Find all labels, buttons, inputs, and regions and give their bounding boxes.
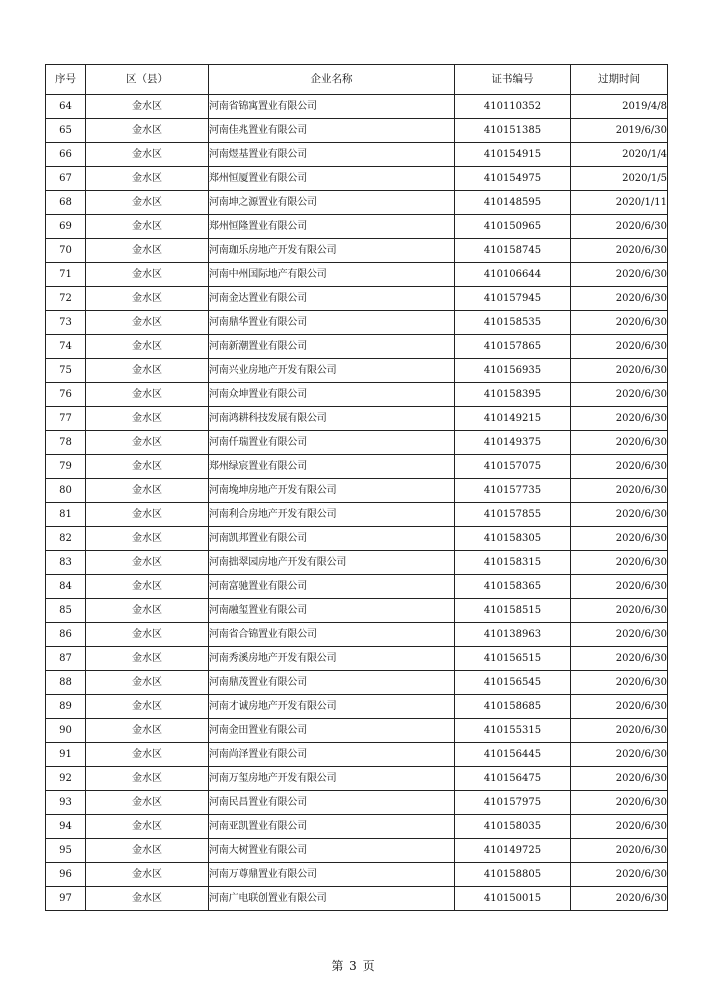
district-cell: 金水区: [86, 479, 209, 503]
district-cell: 金水区: [86, 359, 209, 383]
district-cell: 金水区: [86, 503, 209, 527]
table-row: [46, 671, 668, 695]
certificate-number-cell: 410138963: [455, 623, 571, 647]
serial-cell: 73: [46, 311, 86, 335]
company-name-cell: 河南万尊鼎置业有限公司: [209, 863, 455, 887]
table-row: [46, 791, 668, 815]
serial-cell: 75: [46, 359, 86, 383]
certificate-number-cell: 410110352: [455, 95, 571, 119]
serial-cell: 71: [46, 263, 86, 287]
serial-cell: 68: [46, 191, 86, 215]
district-cell: 金水区: [86, 407, 209, 431]
certificate-number-cell: 410150965: [455, 215, 571, 239]
company-name-cell: 河南仟瑞置业有限公司: [209, 431, 455, 455]
certificate-number-cell: 410157735: [455, 479, 571, 503]
company-name-cell: 河南秀溪房地产开发有限公司: [209, 647, 455, 671]
district-cell: 金水区: [86, 767, 209, 791]
table-row: [46, 455, 668, 479]
serial-cell: 96: [46, 863, 86, 887]
district-cell: 金水区: [86, 311, 209, 335]
expiry-date-cell: 2020/6/30: [571, 815, 668, 839]
expiry-date-cell: 2019/6/30: [571, 119, 668, 143]
expiry-date-cell: 2020/6/30: [571, 431, 668, 455]
district-cell: 金水区: [86, 263, 209, 287]
expiry-date-cell: 2020/6/30: [571, 839, 668, 863]
serial-cell: 85: [46, 599, 86, 623]
certificate-number-cell: 410149375: [455, 431, 571, 455]
expiry-date-cell: 2020/6/30: [571, 767, 668, 791]
table-row: [46, 743, 668, 767]
company-name-cell: 河南省锦寓置业有限公司: [209, 95, 455, 119]
expiry-date-cell: 2020/6/30: [571, 311, 668, 335]
expiry-date-cell: 2020/6/30: [571, 215, 668, 239]
district-cell: 金水区: [86, 791, 209, 815]
certificate-number-cell: 410156515: [455, 647, 571, 671]
header-company-name: 企业名称: [209, 65, 455, 95]
certificate-number-cell: 410158305: [455, 527, 571, 551]
expiry-date-cell: 2020/6/30: [571, 407, 668, 431]
serial-cell: 84: [46, 575, 86, 599]
district-cell: 金水区: [86, 599, 209, 623]
certificate-number-cell: 410158395: [455, 383, 571, 407]
certificate-number-cell: 410154975: [455, 167, 571, 191]
table-row: [46, 119, 668, 143]
certificate-number-cell: 410149725: [455, 839, 571, 863]
table-row: [46, 719, 668, 743]
district-cell: 金水区: [86, 551, 209, 575]
serial-cell: 82: [46, 527, 86, 551]
table-row: [46, 383, 668, 407]
expiry-date-cell: 2020/6/30: [571, 743, 668, 767]
serial-cell: 77: [46, 407, 86, 431]
table-row: [46, 503, 668, 527]
table-row: [46, 575, 668, 599]
certificate-number-cell: 410150015: [455, 887, 571, 911]
certificate-number-cell: 410157855: [455, 503, 571, 527]
district-cell: 金水区: [86, 215, 209, 239]
certificate-number-cell: 410157975: [455, 791, 571, 815]
serial-cell: 74: [46, 335, 86, 359]
company-name-cell: 河南大树置业有限公司: [209, 839, 455, 863]
serial-cell: 67: [46, 167, 86, 191]
company-name-cell: 河南民昌置业有限公司: [209, 791, 455, 815]
district-cell: 金水区: [86, 743, 209, 767]
company-name-cell: 河南兴业房地产开发有限公司: [209, 359, 455, 383]
company-name-cell: 河南珈乐房地产开发有限公司: [209, 239, 455, 263]
table-row: [46, 263, 668, 287]
serial-cell: 83: [46, 551, 86, 575]
district-cell: 金水区: [86, 647, 209, 671]
table-row: [46, 767, 668, 791]
company-name-cell: 河南堍坤房地产开发有限公司: [209, 479, 455, 503]
district-cell: 金水区: [86, 575, 209, 599]
expiry-date-cell: 2020/6/30: [571, 647, 668, 671]
company-name-cell: 河南鸿耕科技发展有限公司: [209, 407, 455, 431]
expiry-date-cell: 2020/6/30: [571, 239, 668, 263]
page-number: 第 3 页: [331, 959, 376, 973]
table-row: [46, 287, 668, 311]
company-name-cell: 河南金田置业有限公司: [209, 719, 455, 743]
company-name-cell: 河南新潮置业有限公司: [209, 335, 455, 359]
table-row: [46, 311, 668, 335]
serial-cell: 76: [46, 383, 86, 407]
table-row: [46, 191, 668, 215]
district-cell: 金水区: [86, 95, 209, 119]
district-cell: 金水区: [86, 695, 209, 719]
certificate-number-cell: 410158535: [455, 311, 571, 335]
expiry-date-cell: 2020/6/30: [571, 791, 668, 815]
serial-cell: 79: [46, 455, 86, 479]
table-row: [46, 167, 668, 191]
serial-cell: 94: [46, 815, 86, 839]
company-name-cell: 河南佳兆置业有限公司: [209, 119, 455, 143]
table-row: [46, 695, 668, 719]
certificate-number-cell: 410154915: [455, 143, 571, 167]
certificate-number-cell: 410157075: [455, 455, 571, 479]
table-row: [46, 239, 668, 263]
certificate-number-cell: 410155315: [455, 719, 571, 743]
serial-cell: 95: [46, 839, 86, 863]
serial-cell: 92: [46, 767, 86, 791]
expiry-date-cell: 2020/6/30: [571, 575, 668, 599]
serial-cell: 91: [46, 743, 86, 767]
company-name-cell: 河南融玺置业有限公司: [209, 599, 455, 623]
header-serial: 序号: [46, 65, 86, 95]
company-name-cell: 河南广电联创置业有限公司: [209, 887, 455, 911]
expiry-date-cell: 2020/6/30: [571, 623, 668, 647]
table-row: [46, 335, 668, 359]
district-cell: 金水区: [86, 335, 209, 359]
company-name-cell: 河南鼎茂置业有限公司: [209, 671, 455, 695]
table-row: [46, 599, 668, 623]
company-name-cell: 河南煜基置业有限公司: [209, 143, 455, 167]
serial-cell: 90: [46, 719, 86, 743]
certificate-number-cell: 410158035: [455, 815, 571, 839]
company-name-cell: 河南众坤置业有限公司: [209, 383, 455, 407]
header-expiry-date: 过期时间: [571, 65, 668, 95]
certificate-number-cell: 410156935: [455, 359, 571, 383]
serial-cell: 66: [46, 143, 86, 167]
district-cell: 金水区: [86, 671, 209, 695]
expiry-date-cell: 2020/6/30: [571, 359, 668, 383]
header-certificate-number: 证书编号: [455, 65, 571, 95]
certificate-number-cell: 410149215: [455, 407, 571, 431]
expiry-date-cell: 2020/6/30: [571, 263, 668, 287]
table-row: [46, 815, 668, 839]
district-cell: 金水区: [86, 143, 209, 167]
expiry-date-cell: 2020/6/30: [571, 887, 668, 911]
expiry-date-cell: 2020/1/5: [571, 167, 668, 191]
expiry-date-cell: 2020/6/30: [571, 599, 668, 623]
certificate-number-cell: 410158315: [455, 551, 571, 575]
company-name-cell: 河南凯邦置业有限公司: [209, 527, 455, 551]
serial-cell: 72: [46, 287, 86, 311]
table-row: [46, 143, 668, 167]
table-row: [46, 215, 668, 239]
certificate-number-cell: 410151385: [455, 119, 571, 143]
expiry-date-cell: 2020/6/30: [571, 671, 668, 695]
serial-cell: 65: [46, 119, 86, 143]
district-cell: 金水区: [86, 863, 209, 887]
serial-cell: 70: [46, 239, 86, 263]
serial-cell: 87: [46, 647, 86, 671]
company-name-cell: 河南尚泽置业有限公司: [209, 743, 455, 767]
expiry-date-cell: 2020/6/30: [571, 527, 668, 551]
company-name-cell: 河南坤之源置业有限公司: [209, 191, 455, 215]
serial-cell: 81: [46, 503, 86, 527]
expiry-date-cell: 2020/6/30: [571, 287, 668, 311]
district-cell: 金水区: [86, 623, 209, 647]
district-cell: 金水区: [86, 887, 209, 911]
expiry-date-cell: 2020/6/30: [571, 383, 668, 407]
certificate-number-cell: 410157945: [455, 287, 571, 311]
company-name-cell: 河南中州国际地产有限公司: [209, 263, 455, 287]
district-cell: 金水区: [86, 119, 209, 143]
table-row: [46, 479, 668, 503]
serial-cell: 64: [46, 95, 86, 119]
district-cell: 金水区: [86, 431, 209, 455]
expiry-date-cell: 2020/6/30: [571, 719, 668, 743]
company-name-cell: 河南拙翠园房地产开发有限公司: [209, 551, 455, 575]
district-cell: 金水区: [86, 191, 209, 215]
serial-cell: 86: [46, 623, 86, 647]
company-name-cell: 郑州恒厦置业有限公司: [209, 167, 455, 191]
company-name-cell: 河南万玺房地产开发有限公司: [209, 767, 455, 791]
company-name-cell: 郑州恒隆置业有限公司: [209, 215, 455, 239]
serial-cell: 89: [46, 695, 86, 719]
certificate-number-cell: 410158805: [455, 863, 571, 887]
company-name-cell: 河南才诚房地产开发有限公司: [209, 695, 455, 719]
table-row: [46, 95, 668, 119]
expiry-date-cell: 2020/6/30: [571, 455, 668, 479]
certificate-number-cell: 410158515: [455, 599, 571, 623]
district-cell: 金水区: [86, 455, 209, 479]
certificate-number-cell: 410156545: [455, 671, 571, 695]
expiry-date-cell: 2020/6/30: [571, 479, 668, 503]
serial-cell: 69: [46, 215, 86, 239]
district-cell: 金水区: [86, 239, 209, 263]
expiry-date-cell: 2020/6/30: [571, 863, 668, 887]
table-body: [46, 95, 668, 911]
header-district: 区（县）: [86, 65, 209, 95]
district-cell: 金水区: [86, 167, 209, 191]
district-cell: 金水区: [86, 383, 209, 407]
district-cell: 金水区: [86, 527, 209, 551]
expiry-date-cell: 2020/6/30: [571, 695, 668, 719]
company-name-cell: 河南鼎华置业有限公司: [209, 311, 455, 335]
certificate-number-cell: 410157865: [455, 335, 571, 359]
table-row: [46, 887, 668, 911]
company-name-cell: 郑州绿宸置业有限公司: [209, 455, 455, 479]
table-row: [46, 551, 668, 575]
serial-cell: 97: [46, 887, 86, 911]
company-name-cell: 河南金达置业有限公司: [209, 287, 455, 311]
enterprise-table: [45, 64, 668, 911]
company-name-cell: 河南省合锦置业有限公司: [209, 623, 455, 647]
certificate-number-cell: 410156445: [455, 743, 571, 767]
expiry-date-cell: 2020/6/30: [571, 335, 668, 359]
expiry-date-cell: 2020/1/4: [571, 143, 668, 167]
company-name-cell: 河南利合房地产开发有限公司: [209, 503, 455, 527]
serial-cell: 93: [46, 791, 86, 815]
table-row: [46, 527, 668, 551]
certificate-number-cell: 410106644: [455, 263, 571, 287]
expiry-date-cell: 2020/1/11: [571, 191, 668, 215]
table-row: [46, 623, 668, 647]
table-row: [46, 839, 668, 863]
table-row: [46, 863, 668, 887]
certificate-number-cell: 410158365: [455, 575, 571, 599]
district-cell: 金水区: [86, 287, 209, 311]
serial-cell: 80: [46, 479, 86, 503]
table-row: [46, 431, 668, 455]
company-name-cell: 河南亚凯置业有限公司: [209, 815, 455, 839]
expiry-date-cell: 2020/6/30: [571, 503, 668, 527]
table-row: [46, 647, 668, 671]
certificate-number-cell: 410158745: [455, 239, 571, 263]
table-row: [46, 359, 668, 383]
certificate-number-cell: 410156475: [455, 767, 571, 791]
certificate-number-cell: 410158685: [455, 695, 571, 719]
company-name-cell: 河南富驰置业有限公司: [209, 575, 455, 599]
serial-cell: 78: [46, 431, 86, 455]
expiry-date-cell: 2019/4/8: [571, 95, 668, 119]
district-cell: 金水区: [86, 839, 209, 863]
certificate-number-cell: 410148595: [455, 191, 571, 215]
table-row: [46, 407, 668, 431]
table-header-row: [46, 65, 668, 95]
district-cell: 金水区: [86, 719, 209, 743]
serial-cell: 88: [46, 671, 86, 695]
district-cell: 金水区: [86, 815, 209, 839]
expiry-date-cell: 2020/6/30: [571, 551, 668, 575]
